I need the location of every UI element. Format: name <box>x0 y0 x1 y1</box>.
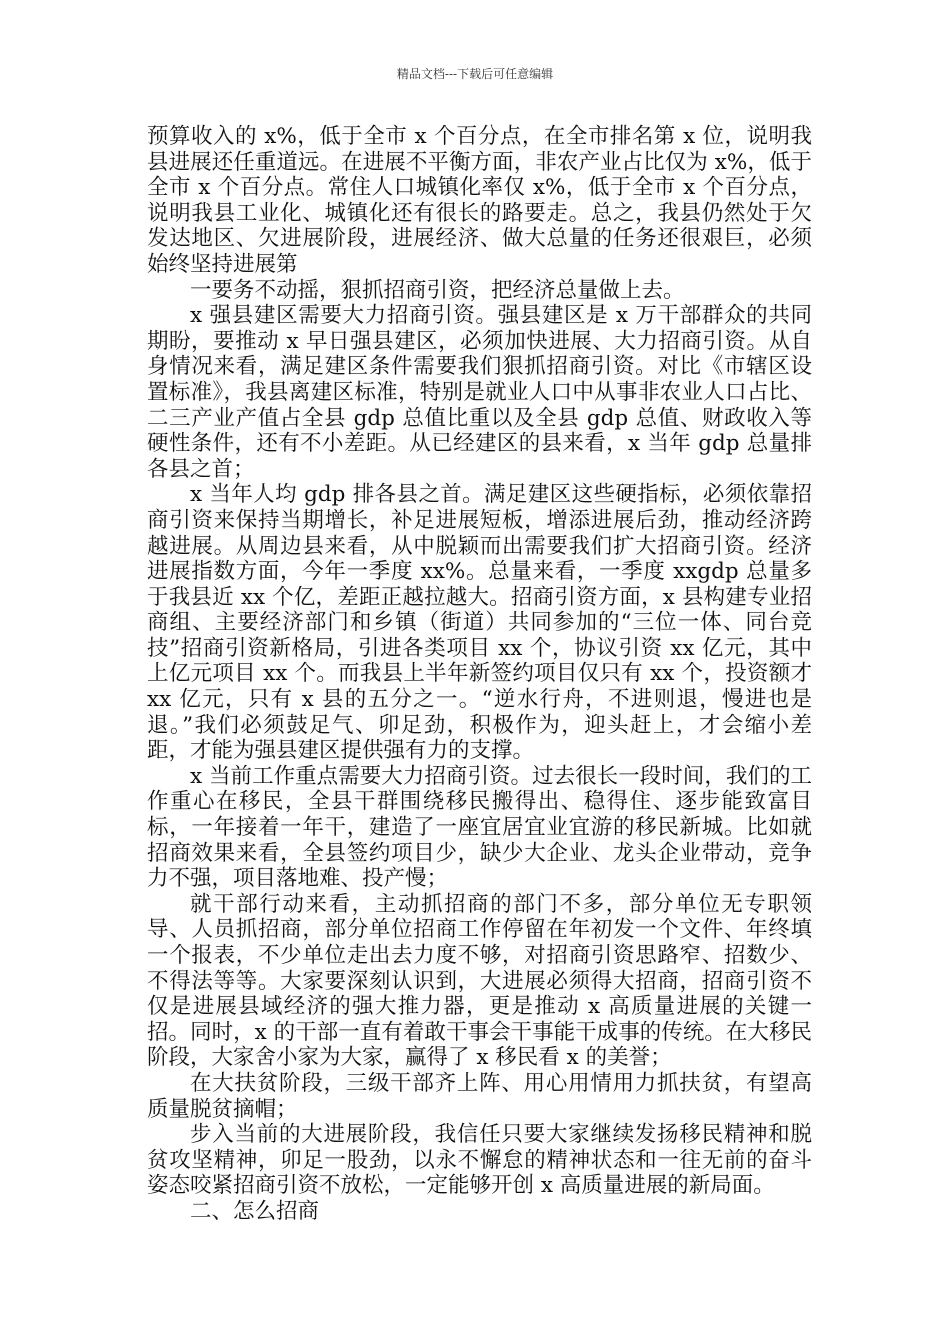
document-body <box>147 124 812 1225</box>
section-heading: 二、怎么招商 <box>190 1198 320 1224</box>
paragraph: 预算收入的 x%，低于全市 x 个百分点，在全市排名第 x 位，说明我县进展还任重道远。在进展不平衡方面，非农产业占比仅为 x%，低于全市 x 个百分点。常住人口城镇化率仅 x%，低于全市 x 个百分点，说明我县工业化、城镇化还有很长的路要走。总之，我县仍然处于欠发达地区、欠进展阶段，进展经济、做大总量的任务还很艰巨，必须始终坚持进展第 <box>147 124 812 277</box>
paragraph: 步入当前的大进展阶段，我信任只要大家继续发扬移民精神和脱贫攻坚精神，卯足一股劲，以永不懈怠的精神状态和一往无前的奋斗姿态咬紧招商引资不放松，一定能够开创 x 高质量进展的新局面。 <box>147 1122 812 1199</box>
paragraph: x 当年人均 gdp 排各县之首。满足建区这些硬指标，必须依靠招商引资来保持当期增长，补足进展短板，增添进展后劲，推动经济跨越进展。从周边县来看，从中脱颖而出需要我们扩大招商引资。经济进展指数方面，今年一季度 xx%。总量来看，一季度 xxgdp 总量多于我县近 xx 个亿，差距正越拉越大。招商引资方面，x 县构建专业招商组、主要经济部门和乡镇（街道）共同参加的“三位一体、同台竞技”招商引资新格局，引进各类项目 xx 个，协议引资 xx 亿元，其中上亿元项目 xx 个。而我县上半年新签约项目仅只有 xx 个，投资额才 xx 亿元，只有 x 县的五分之一。“逆水行舟，不进则退，慢进也是退。”我们必须鼓足气、卯足劲，积极作为，迎头赶上，才会缩小差距，才能为强县建区提供强有力的支撑。 <box>147 482 812 764</box>
paragraph: x 强县建区需要大力招商引资。强县建区是 x 万干部群众的共同期盼，要推动 x 早日强县建区，必须加快进展、大力招商引资。从自身情况来看，满足建区条件需要我们狠抓招商引资。对比《市辖区设置标准》，我县离建区标准，特别是就业人口中从事非农业人口占比、二三产业产值占全县 gdp 总值比重以及全县 gdp 总值、财政收入等硬性条件，还有不小差距。从已经建区的县来看，x 当年 gdp 总量排各县之首； <box>147 303 812 482</box>
paragraph: 一要务不动摇，狠抓招商引资，把经济总量做上去。 <box>190 277 685 303</box>
page-header: 精品文档---下载后可任意编辑 <box>396 67 554 81</box>
paragraph: 就干部行动来看，主动抓招商的部门不多，部分单位无专职领导、人员抓招商，部分单位招商工作停留在年初发一个文件、年终填一个报表，不少单位走出去力度不够，对招商引资思路窄、招数少、不得法等等。大家要深刻认识到，大进展必须得大招商，招商引资不仅是进展县域经济的强大推力器，更是推动 x 高质量进展的关键一招。同时，x 的干部一直有着敢干事会干事能干成事的传统。在大移民阶段，大家舍小家为大家，赢得了 x 移民看 x 的美誉； <box>147 891 812 1071</box>
paragraph: 在大扶贫阶段，三级干部齐上阵、用心用情用力抓扶贫，有望高质量脱贫摘帽； <box>147 1070 812 1122</box>
paragraph: x 当前工作重点需要大力招商引资。过去很长一段时间，我们的工作重心在移民，全县干群围绕移民搬得出、稳得住、逐步能致富目标，一年接着一年干，建造了一座宜居宜业宜游的移民新城。比如就招商效果来看，全县签约项目少，缺少大企业、龙头企业带动，竞争力不强，项目落地难、投产慢； <box>147 763 812 892</box>
